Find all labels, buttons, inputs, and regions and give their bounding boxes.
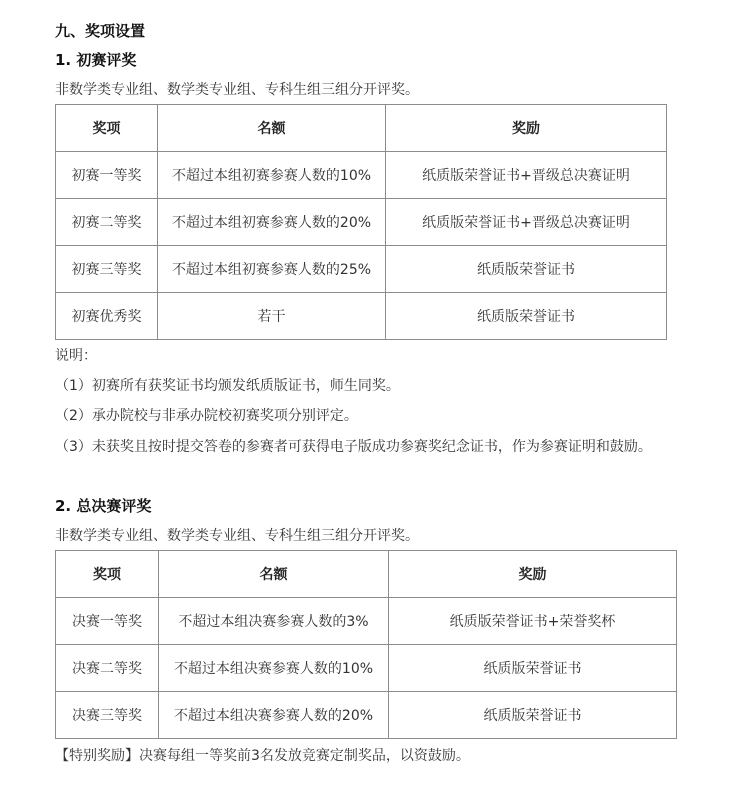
- note-item: （3）未获奖且按时提交答卷的参赛者可获得电子版成功参赛奖纪念证书，作为参赛证明和鼓励。: [55, 439, 652, 455]
- award-name: 初赛一等奖: [56, 152, 158, 199]
- final-award-table: [55, 550, 677, 739]
- notes-label: 说明：: [55, 348, 97, 364]
- table-row: [56, 293, 667, 340]
- award-quota: 不超过本组决赛参赛人数的10%: [159, 645, 389, 692]
- award-name: 初赛二等奖: [56, 199, 158, 246]
- award-reward: 纸质版荣誉证书+晋级总决赛证明: [386, 199, 667, 246]
- award-quota: 不超过本组初赛参赛人数的20%: [158, 199, 386, 246]
- section-title: 九、奖项设置: [55, 22, 146, 40]
- note-item: （1）初赛所有获奖证书均颁发纸质版证书，师生同奖。: [55, 378, 400, 394]
- award-quota: 不超过本组决赛参赛人数的3%: [159, 598, 389, 645]
- table-row: [56, 598, 677, 645]
- table-row: [56, 246, 667, 293]
- special-award-note: 【特别奖励】决赛每组一等奖前3名发放竞赛定制奖品，以资鼓励。: [55, 748, 470, 764]
- header-quota: 名额: [158, 105, 386, 152]
- award-quota: 不超过本组初赛参赛人数的10%: [158, 152, 386, 199]
- award-reward: 纸质版荣誉证书: [389, 645, 677, 692]
- award-quota: 不超过本组初赛参赛人数的25%: [158, 246, 386, 293]
- award-quota: 不超过本组决赛参赛人数的20%: [159, 692, 389, 739]
- preliminary-award-table: [55, 104, 667, 340]
- header-quota: 名额: [159, 551, 389, 598]
- header-reward: 奖励: [386, 105, 667, 152]
- award-reward: 纸质版荣誉证书: [389, 692, 677, 739]
- award-quota: 若干: [158, 293, 386, 340]
- award-reward: 纸质版荣誉证书: [386, 246, 667, 293]
- award-reward: 纸质版荣誉证书: [386, 293, 667, 340]
- preliminary-heading: 1. 初赛评奖: [55, 51, 137, 69]
- award-name: 决赛三等奖: [56, 692, 159, 739]
- final-intro: 非数学类专业组、数学类专业组、专科生组三组分开评奖。: [55, 528, 419, 544]
- award-name: 决赛二等奖: [56, 645, 159, 692]
- table-row: [56, 199, 667, 246]
- award-reward: 纸质版荣誉证书+晋级总决赛证明: [386, 152, 667, 199]
- table-row: [56, 645, 677, 692]
- table-row: [56, 152, 667, 199]
- header-award: 奖项: [56, 551, 159, 598]
- preliminary-intro: 非数学类专业组、数学类专业组、专科生组三组分开评奖。: [55, 82, 419, 98]
- note-item: （2）承办院校与非承办院校初赛奖项分别评定。: [55, 408, 358, 424]
- header-reward: 奖励: [389, 551, 677, 598]
- table-header-row: [56, 105, 667, 152]
- header-award: 奖项: [56, 105, 158, 152]
- award-name: 初赛三等奖: [56, 246, 158, 293]
- final-heading: 2. 总决赛评奖: [55, 497, 152, 515]
- award-name: 决赛一等奖: [56, 598, 159, 645]
- award-name: 初赛优秀奖: [56, 293, 158, 340]
- award-reward: 纸质版荣誉证书+荣誉奖杯: [389, 598, 677, 645]
- table-row: [56, 692, 677, 739]
- table-header-row: [56, 551, 677, 598]
